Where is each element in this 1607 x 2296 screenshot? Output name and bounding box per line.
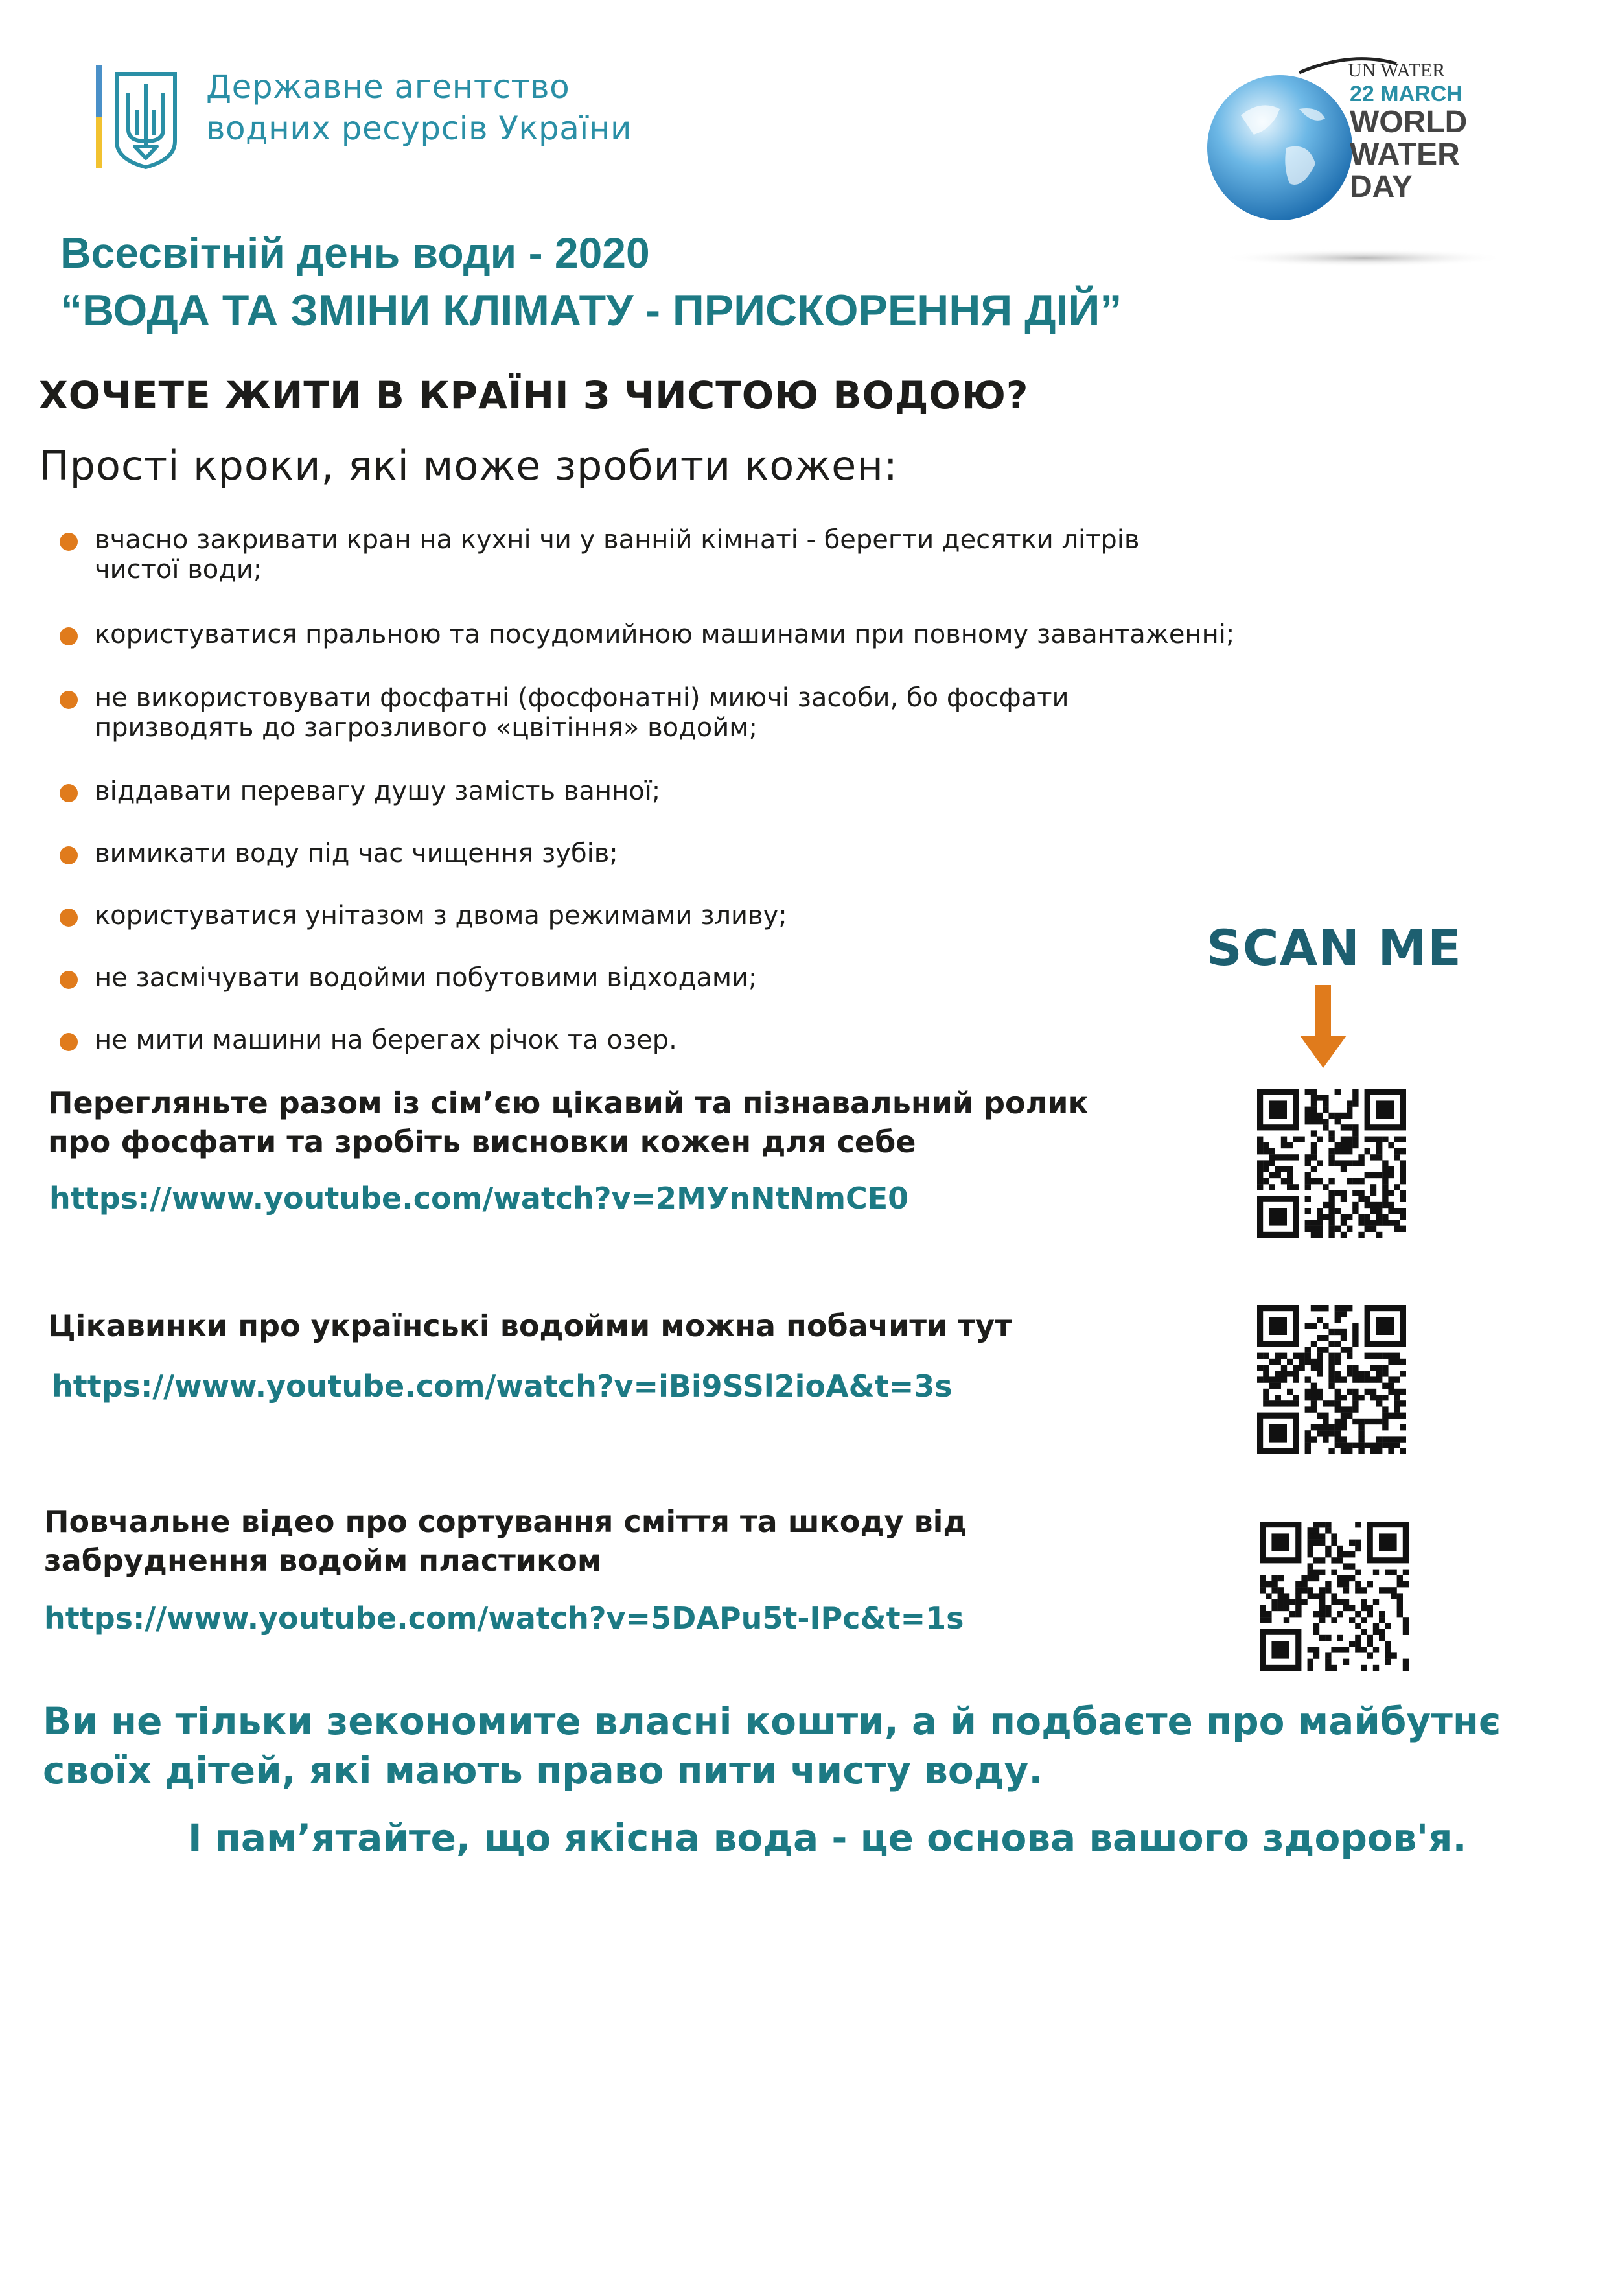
video-link-2[interactable]: https://www.youtube.com/watch?v=iBi9SSl2ioA&t=3s: [52, 1369, 953, 1404]
qr-code-icon[interactable]: [1260, 1522, 1409, 1671]
logo-line3: DAY: [1350, 170, 1413, 204]
list-item: не використовувати фосфатні (фосфонатні) миючі засоби, бо фосфати призводять до загрозливого «цвітіння» водойм;: [60, 683, 1069, 743]
logo-line2: WATER: [1350, 137, 1460, 172]
closing-reminder: І пам’ятайте, що якісна вода - це основа вашого здоров'я.: [188, 1816, 1467, 1860]
bullet-icon: [60, 846, 78, 864]
bullet-icon: [60, 627, 78, 645]
bullet-icon: [60, 909, 78, 927]
page-title: Всесвітній день води - 2020: [60, 229, 650, 277]
qr-code-icon[interactable]: [1257, 1089, 1406, 1238]
list-item: користуватися унітазом з двома режимами зливу;: [60, 901, 787, 931]
qr-code-icon[interactable]: [1257, 1305, 1406, 1454]
video-description-3: Повчальне відео про сортування сміття та шкоду від забруднення водойм пластиком: [44, 1504, 967, 1578]
list-item: користуватися пральною та посудомийною машинами при повному завантаженні;: [60, 620, 1234, 649]
steps-intro: Прості кроки, які може зробити кожен:: [39, 442, 898, 489]
agency-name-line2: водних ресурсів України: [206, 110, 632, 147]
scan-me-label: SCAN ME: [1207, 919, 1462, 977]
page-subtitle: “ВОДА ТА ЗМІНИ КЛІМАТУ - ПРИСКОРЕННЯ ДІЙ”: [60, 286, 1122, 335]
list-item: вчасно закривати кран на кухні чи у ванній кімнаті - берегти десятки літрів чистої води;: [60, 525, 1139, 585]
agency-name: [206, 66, 632, 149]
bullet-icon: [60, 971, 78, 989]
un-water-label: UN WATER: [1348, 60, 1446, 81]
globe-icon: [1207, 75, 1352, 220]
question-heading: ХОЧЕТЕ ЖИТИ В КРАЇНІ З ЧИСТОЮ ВОДОЮ?: [39, 373, 1029, 417]
logo-date: 22 MARCH: [1350, 82, 1462, 106]
bullet-icon: [60, 533, 78, 551]
list-item: не засмічувати водойми побутовими відходами;: [60, 963, 757, 993]
closing-message: Ви не тільки зекономите власні кошти, а й подбаєте про майбутнє своїх дітей, які мають право пити чисту воду.: [43, 1699, 1501, 1792]
bullet-icon: [60, 1033, 78, 1051]
list-item: вимикати воду під час чищення зубів;: [60, 839, 618, 868]
video-description-1: Перегляньте разом із сім’єю цікавий та пізнавальний ролик про фосфати та зробіть висновки кожен для себе: [48, 1085, 1089, 1159]
video-link-3[interactable]: https://www.youtube.com/watch?v=5DAPu5t-IPc&t=1s: [44, 1601, 964, 1636]
video-description-2: Цікавинки про українські водойми можна побачити тут: [48, 1308, 1012, 1343]
list-item: не мити машини на берегах річок та озер.: [60, 1025, 677, 1055]
trident-emblem-icon: [96, 65, 185, 170]
arrow-down-icon: [1300, 985, 1347, 1068]
video-link-1[interactable]: https://www.youtube.com/watch?v=2MУnNtNmCE0: [49, 1181, 909, 1216]
bullet-icon: [60, 691, 78, 709]
bullet-icon: [60, 784, 78, 802]
list-item: віддавати перевагу душу замість ванної;: [60, 776, 660, 806]
world-water-day-logo: [1202, 38, 1513, 271]
agency-name-line1: Державне агентство: [206, 68, 570, 106]
logo-line1: WORLD: [1350, 105, 1468, 139]
